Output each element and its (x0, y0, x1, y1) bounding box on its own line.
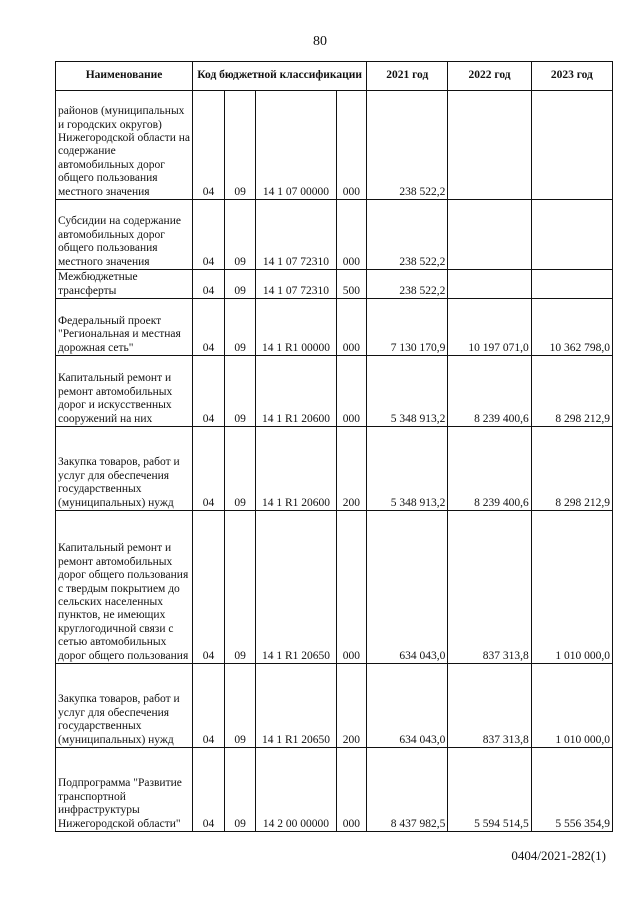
table-row (56, 299, 613, 356)
row-target-code: 14 1 07 72310 (256, 200, 336, 270)
table-row (56, 664, 613, 748)
row-expense-type: 200 (336, 427, 367, 511)
row-section: 04 (193, 356, 225, 427)
row-value-2021: 634 043,0 (367, 664, 448, 748)
row-name: Субсидии на содержание автомобильных дорог общего пользования местного значения (56, 200, 193, 270)
header-2021: 2021 год (367, 62, 448, 91)
row-section: 04 (193, 91, 225, 200)
row-name: Капитальный ремонт и ремонт автомобильных дорог общего пользования с твердым покрытием до сельских населенных пунктов, не имеющих круглогодичной связи с сетью автомобильных дорог общего пользования (56, 511, 193, 664)
row-value-2021: 634 043,0 (367, 511, 448, 664)
row-name: Капитальный ремонт и ремонт автомобильных дорог и искусственных сооружений на них (56, 356, 193, 427)
row-value-2023: 8 298 212,9 (531, 356, 612, 427)
row-subsection: 09 (224, 664, 256, 748)
row-value-2022 (448, 270, 531, 299)
row-section: 04 (193, 511, 225, 664)
row-value-2023 (531, 200, 612, 270)
row-target-code: 14 1 07 00000 (256, 91, 336, 200)
budget-table (55, 61, 613, 832)
row-section: 04 (193, 427, 225, 511)
row-value-2023: 10 362 798,0 (531, 299, 612, 356)
page-number: 80 (313, 34, 327, 49)
row-section: 04 (193, 270, 225, 299)
table-row (56, 511, 613, 664)
row-value-2022: 837 313,8 (448, 511, 531, 664)
table-row (56, 356, 613, 427)
row-subsection: 09 (224, 270, 256, 299)
row-value-2022 (448, 200, 531, 270)
header-2022: 2022 год (448, 62, 531, 91)
row-target-code: 14 1 R1 20600 (256, 427, 336, 511)
row-value-2023: 1 010 000,0 (531, 664, 612, 748)
row-subsection: 09 (224, 427, 256, 511)
row-subsection: 09 (224, 299, 256, 356)
row-subsection: 09 (224, 511, 256, 664)
row-name: Закупка товаров, работ и услуг для обеспечения государственных (муниципальных) нужд (56, 427, 193, 511)
row-value-2021: 5 348 913,2 (367, 356, 448, 427)
row-target-code: 14 1 07 72310 (256, 270, 336, 299)
table-row (56, 91, 613, 200)
row-value-2022: 8 239 400,6 (448, 356, 531, 427)
row-expense-type: 000 (336, 200, 367, 270)
row-value-2022: 8 239 400,6 (448, 427, 531, 511)
row-expense-type: 200 (336, 664, 367, 748)
row-value-2021: 7 130 170,9 (367, 299, 448, 356)
row-subsection: 09 (224, 91, 256, 200)
row-target-code: 14 1 R1 20600 (256, 356, 336, 427)
row-value-2021: 8 437 982,5 (367, 748, 448, 832)
row-target-code: 14 1 R1 20650 (256, 511, 336, 664)
header-row (56, 62, 613, 91)
row-target-code: 14 1 R1 00000 (256, 299, 336, 356)
header-code: Код бюджетной классификации (193, 62, 367, 91)
row-value-2021: 5 348 913,2 (367, 427, 448, 511)
row-section: 04 (193, 299, 225, 356)
row-expense-type: 000 (336, 511, 367, 664)
row-name: Закупка товаров, работ и услуг для обеспечения государственных (муниципальных) нужд (56, 664, 193, 748)
header-2023: 2023 год (531, 62, 612, 91)
row-value-2023 (531, 270, 612, 299)
row-value-2021: 238 522,2 (367, 270, 448, 299)
row-value-2023: 8 298 212,9 (531, 427, 612, 511)
row-value-2022: 5 594 514,5 (448, 748, 531, 832)
row-section: 04 (193, 664, 225, 748)
table-row (56, 200, 613, 270)
table-row (56, 270, 613, 299)
row-expense-type: 000 (336, 748, 367, 832)
row-name: Подпрограмма "Развитие транспортной инфраструктуры Нижегородской области" (56, 748, 193, 832)
document-code: 0404/2021-282(1) (511, 848, 606, 863)
row-name: Межбюджетные трансферты (56, 270, 193, 299)
row-value-2023: 5 556 354,9 (531, 748, 612, 832)
row-section: 04 (193, 748, 225, 832)
row-expense-type: 000 (336, 91, 367, 200)
row-target-code: 14 2 00 00000 (256, 748, 336, 832)
row-subsection: 09 (224, 200, 256, 270)
table-row (56, 427, 613, 511)
row-name: Федеральный проект "Региональная и местная дорожная сеть" (56, 299, 193, 356)
row-expense-type: 000 (336, 299, 367, 356)
row-subsection: 09 (224, 748, 256, 832)
row-target-code: 14 1 R1 20650 (256, 664, 336, 748)
header-name: Наименование (56, 62, 193, 91)
row-name: районов (муниципальных и городских округов) Нижегородской области на содержание автомобильных дорог общего пользования местного значения (56, 91, 193, 200)
row-value-2022 (448, 91, 531, 200)
row-value-2021: 238 522,2 (367, 91, 448, 200)
row-section: 04 (193, 200, 225, 270)
row-value-2021: 238 522,2 (367, 200, 448, 270)
row-value-2022: 837 313,8 (448, 664, 531, 748)
row-expense-type: 000 (336, 356, 367, 427)
row-expense-type: 500 (336, 270, 367, 299)
table-row (56, 748, 613, 832)
row-value-2023 (531, 91, 612, 200)
row-value-2023: 1 010 000,0 (531, 511, 612, 664)
row-value-2022: 10 197 071,0 (448, 299, 531, 356)
row-subsection: 09 (224, 356, 256, 427)
